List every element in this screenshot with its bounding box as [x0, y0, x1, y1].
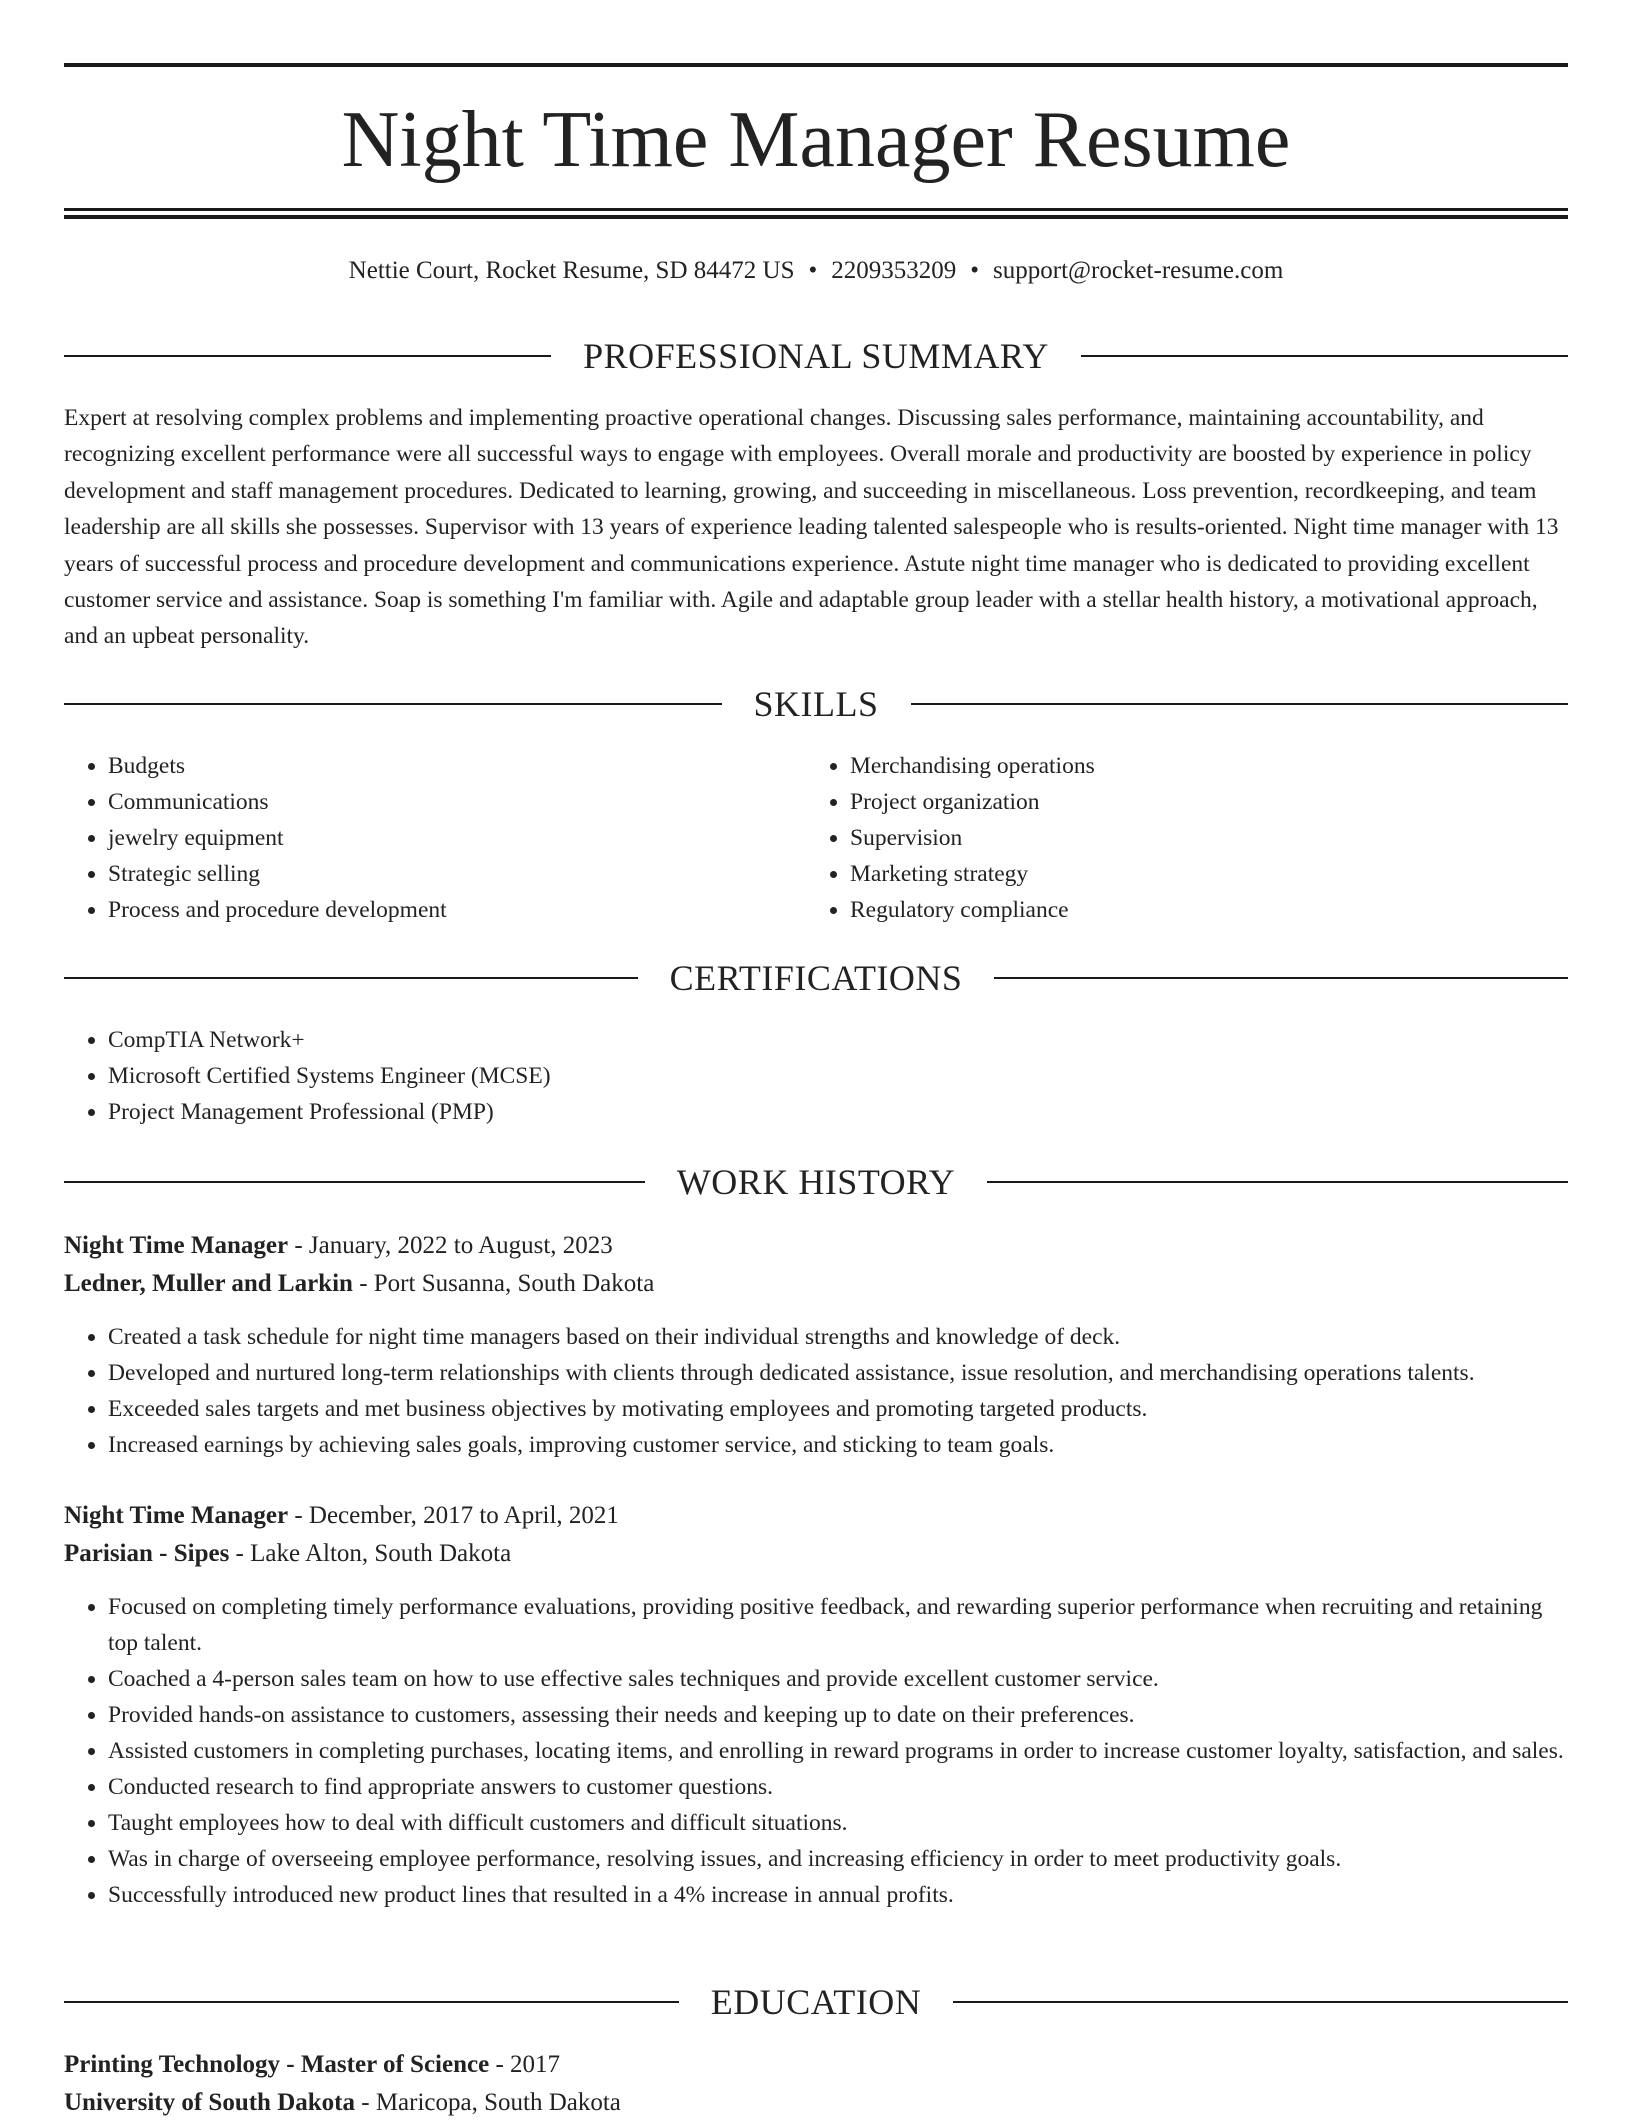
certification-item: • Project Management Professional (PMP) [108, 1094, 1568, 1130]
job-entry [64, 1497, 1568, 1913]
section-rule [64, 355, 551, 357]
certification-item: • Microsoft Certified Systems Engineer (MCSE) [108, 1058, 1568, 1094]
section-rule [64, 2001, 679, 2003]
section-rule [64, 977, 638, 979]
job-company-line [64, 1265, 1568, 1303]
section-header-skills [64, 682, 1568, 726]
section-rule [987, 1181, 1568, 1183]
top-rule [64, 63, 1568, 67]
contact-line [64, 254, 1568, 288]
job-title: Night Time Manager [64, 1502, 289, 1529]
education-school-line [64, 2084, 1568, 2122]
education-location: - Maricopa, South Dakota [355, 2089, 621, 2116]
job-duties [64, 1589, 1568, 1913]
education-degree-line [64, 2046, 1568, 2084]
education-year: - 2017 [489, 2051, 561, 2078]
job-dates: - January, 2022 to August, 2023 [288, 1232, 613, 1259]
job-dates: - December, 2017 to April, 2021 [288, 1502, 619, 1529]
job-location: - Port Susanna, South Dakota [352, 1270, 655, 1297]
job-company: Parisian - Sipes [64, 1540, 230, 1567]
section-header-education [64, 1980, 1568, 2024]
contact-phone: 2209353209 [831, 257, 957, 284]
section-title: SKILLS [753, 684, 879, 724]
education-degree: Printing Technology - Master of Science [64, 2051, 490, 2078]
section-rule [1081, 355, 1568, 357]
certification-item: • CompTIA Network+ [108, 1022, 1568, 1058]
section-title: PROFESSIONAL SUMMARY [583, 336, 1049, 376]
section-title: EDUCATION [710, 1982, 922, 2022]
job-duty: • Was in charge of overseeing employee performance, resolving issues, and increasing efficiency in order to meet productivity goals. [108, 1841, 1568, 1877]
resume-title: Night Time Manager Resume [341, 96, 1291, 184]
skill-item: • Communications [108, 784, 806, 820]
skills-column-left [64, 748, 806, 928]
job-duty: • Exceeded sales targets and met business objectives by motivating employees and promoting targeted products. [108, 1391, 1568, 1427]
skill-item: • Supervision [850, 820, 1548, 856]
contact-address: Nettie Court, Rocket Resume, SD 84472 US [348, 257, 795, 284]
job-duty: • Successfully introduced new product lines that resulted in a 4% increase in annual profits. [108, 1877, 1568, 1913]
job-duty: • Taught employees how to deal with difficult customers and difficult situations. [108, 1805, 1568, 1841]
job-title-line [64, 1497, 1568, 1535]
section-rule [994, 977, 1568, 979]
job-duty: • Conducted research to find appropriate answers to customer questions. [108, 1769, 1568, 1805]
section-rule [64, 1181, 645, 1183]
section-header-certifications [64, 956, 1568, 1000]
job-title: Night Time Manager [64, 1232, 289, 1259]
job-duty: • Increased earnings by achieving sales goals, improving customer service, and sticking to team goals. [108, 1427, 1568, 1463]
skill-item: • Merchandising operations [850, 748, 1548, 784]
job-duty: • Developed and nurtured long-term relationships with clients through dedicated assistance, issue resolution, and merchandising operations talents. [108, 1355, 1568, 1391]
skill-item: • Marketing strategy [850, 856, 1548, 892]
section-rule [64, 703, 722, 705]
job-entry [64, 1227, 1568, 1463]
section-rule [953, 2001, 1568, 2003]
skill-item: • Project organization [850, 784, 1548, 820]
certifications-list [64, 1022, 1568, 1130]
job-company: Ledner, Muller and Larkin [64, 1270, 353, 1297]
job-location: - Lake Alton, South Dakota [229, 1540, 512, 1567]
contact-separator: • [808, 257, 818, 284]
skills-list [64, 748, 1568, 928]
skill-item: • Strategic selling [108, 856, 806, 892]
education-entry [64, 2046, 1568, 2122]
summary-text: Expert at resolving complex problems and implementing proactive operational changes. Discussing sales performance, maintaining accountability, and recognizing excellent performance were all successful ways to engage with employees. Overall morale and productivity are boosted by experience in policy development and staff management procedures. Dedicated to learning, growing, and succeeding in miscellaneous. Loss prevention, recordkeeping, and team leadership are all skills she possesses. Supervisor with 13 years of experience leading talented salespeople who is results-oriented. Night time manager with 13 years of successful process and procedure development and communications experience. Astute night time manager who is dedicated to providing excellent customer service and assistance. Soap is something I'm familiar with. Agile and adaptable group leader with a stellar health history, a motivational approach, and an upbeat personality. [64, 405, 1559, 650]
section-title: CERTIFICATIONS [669, 958, 963, 998]
education-school: University of South Dakota [64, 2089, 355, 2116]
job-duty: • Created a task schedule for night time managers based on their individual strengths and knowledge of deck. [108, 1319, 1568, 1355]
job-duty: • Provided hands-on assistance to customers, assessing their needs and keeping up to date on their preferences. [108, 1697, 1568, 1733]
job-duties [64, 1319, 1568, 1463]
job-duty: • Coached a 4-person sales team on how to use effective sales techniques and provide excellent customer service. [108, 1661, 1568, 1697]
contact-email: support@rocket-resume.com [993, 257, 1284, 284]
contact-separator: • [970, 257, 980, 284]
section-header-summary [64, 334, 1568, 378]
skill-item: • Budgets [108, 748, 806, 784]
section-header-work-history [64, 1160, 1568, 1204]
title-rule-upper [64, 208, 1568, 211]
title-rule-lower [64, 215, 1568, 219]
section-title: WORK HISTORY [676, 1162, 956, 1202]
job-duty: • Focused on completing timely performance evaluations, providing positive feedback, and rewarding superior performance when recruiting and retaining top talent. [108, 1589, 1568, 1661]
skills-column-right [806, 748, 1548, 928]
section-rule [911, 703, 1569, 705]
job-company-line [64, 1535, 1568, 1573]
skill-item: • jewelry equipment [108, 820, 806, 856]
skill-item: • Process and procedure development [108, 892, 806, 928]
skill-item: • Regulatory compliance [850, 892, 1548, 928]
job-duty: • Assisted customers in completing purchases, locating items, and enrolling in reward programs in order to increase customer loyalty, satisfaction, and sales. [108, 1733, 1568, 1769]
job-title-line [64, 1227, 1568, 1265]
